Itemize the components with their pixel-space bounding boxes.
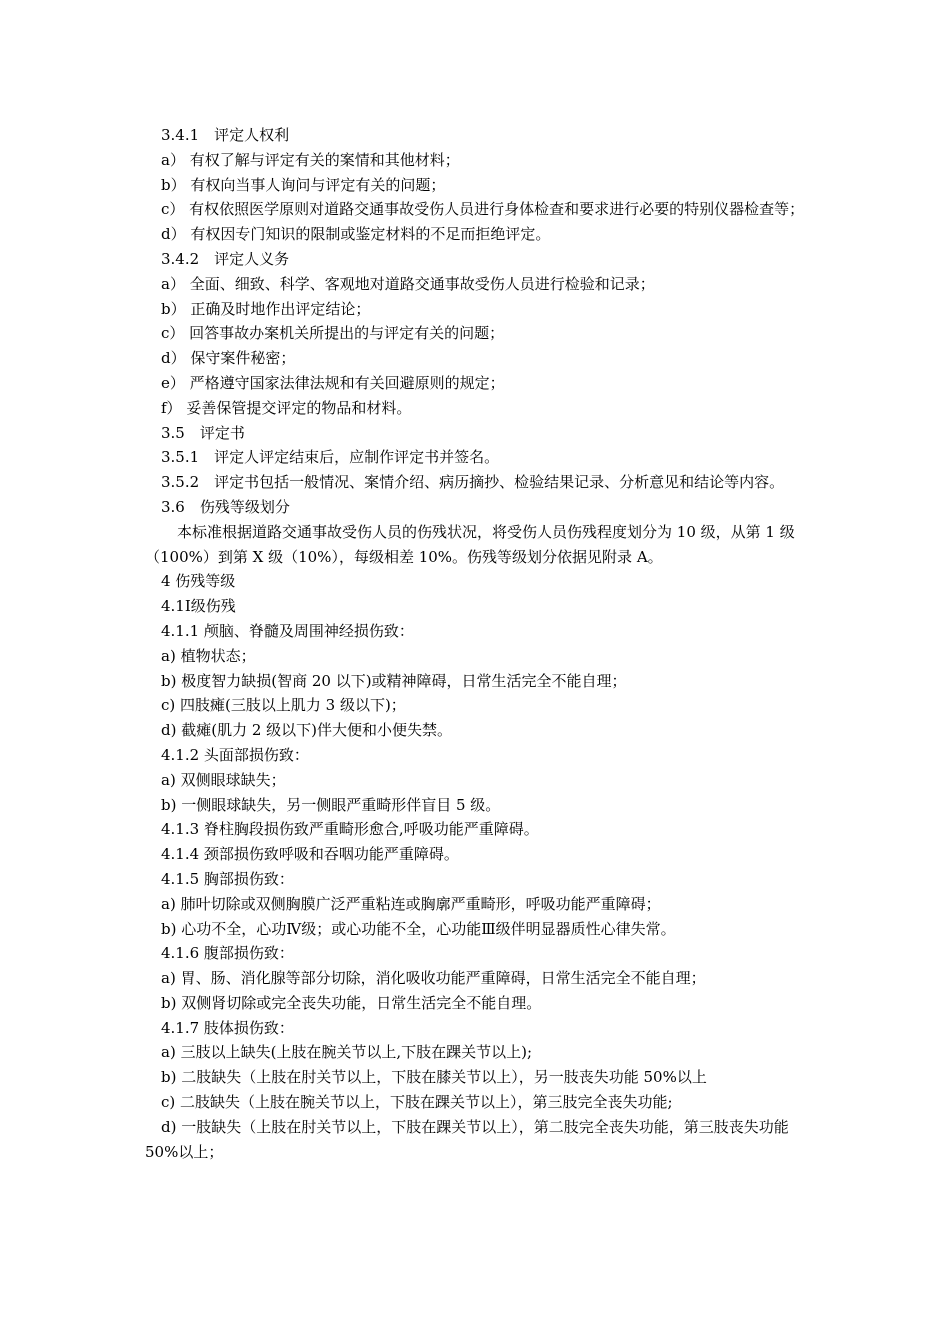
section-heading-3-5: 3.5 评定书 bbox=[161, 423, 245, 442]
section-heading-4: 4 伤残等级 bbox=[161, 572, 236, 591]
section-heading-4-1-7: 4.1.7 肢体损伤致： bbox=[161, 1018, 294, 1037]
list-item: b) 一侧眼球缺失，另一侧眼严重畸形伴盲目 5 级。 bbox=[161, 795, 501, 814]
section-heading-4-1-1: 4.1.1 颅脑、脊髓及周围神经损伤致： bbox=[161, 621, 414, 640]
list-item: b) 二肢缺失（上肢在肘关节以上，下肢在膝关节以上），另一肢丧失功能 50%以上 bbox=[161, 1068, 707, 1087]
list-item: d） 保守案件秘密； bbox=[161, 349, 296, 368]
list-item: c） 有权依照医学原则对道路交通事故受伤人员进行身体检查和要求进行必要的特别仪器检查等； bbox=[161, 200, 805, 219]
section-heading-4-1-5: 4.1.5 胸部损伤致： bbox=[161, 869, 294, 888]
list-item: b) 极度智力缺损(智商 20 以下)或精神障碍，日常生活完全不能自理； bbox=[161, 671, 627, 690]
list-item: b) 双侧肾切除或完全丧失功能，日常生活完全不能自理。 bbox=[161, 993, 542, 1012]
list-item: a) 肺叶切除或双侧胸膜广泛严重粘连或胸廓严重畸形，呼吸功能严重障碍； bbox=[161, 894, 661, 913]
list-item: e） 严格遵守国家法律法规和有关回避原则的规定； bbox=[161, 373, 505, 392]
list-item: a) 双侧眼球缺失； bbox=[161, 770, 286, 789]
list-item: b） 有权向当事人询问与评定有关的问题； bbox=[161, 175, 446, 194]
section-heading-4-1-4: 4.1.4 颈部损伤致呼吸和吞咽功能严重障碍。 bbox=[161, 845, 459, 864]
list-item: d) 截瘫(肌力 2 级以下)伴大便和小便失禁。 bbox=[161, 721, 453, 740]
list-item: a） 全面、细致、科学、客观地对道路交通事故受伤人员进行检验和记录； bbox=[161, 274, 655, 293]
list-item: b) 心功不全，心功Ⅳ级；或心功能不全，心功能Ⅲ级伴明显器质性心律失常。 bbox=[161, 919, 676, 938]
section-heading-4-1-6: 4.1.6 腹部损伤致： bbox=[161, 944, 294, 963]
paragraph: 3.5.2 评定书包括一般情况、案情介绍、病历摘抄、检验结果记录、分析意见和结论等内容。 bbox=[161, 473, 785, 492]
list-item: d） 有权因专门知识的限制或鉴定材料的不足而拒绝评定。 bbox=[161, 225, 551, 244]
section-heading-4-1: 4.1Ⅰ级伤残 bbox=[161, 597, 236, 616]
list-item: b） 正确及时地作出评定结论； bbox=[161, 299, 371, 318]
list-item: a) 三肢以上缺失(上肢在腕关节以上,下肢在踝关节以上); bbox=[161, 1043, 533, 1062]
section-heading-3-6: 3.6 伤残等级划分 bbox=[161, 497, 290, 516]
list-item: a) 植物状态； bbox=[161, 646, 256, 665]
list-item: c) 四肢瘫(三肢以上肌力 3 级以下)； bbox=[161, 696, 406, 715]
section-heading-3-4-1: 3.4.1 评定人权利 bbox=[161, 126, 290, 144]
list-item: c) 二肢缺失（上肢在腕关节以上，下肢在踝关节以上），第三肢完全丧失功能; bbox=[161, 1093, 673, 1112]
list-item: a) 胃、肠、消化腺等部分切除，消化吸收功能严重障碍，日常生活完全不能自理； bbox=[161, 969, 706, 988]
paragraph: 3.5.1 评定人评定结束后，应制作评定书并签名。 bbox=[161, 448, 500, 467]
list-item: c） 回答事故办案机关所提出的与评定有关的问题； bbox=[161, 324, 505, 343]
section-heading-4-1-3: 4.1.3 脊柱胸段损伤致严重畸形愈合,呼吸功能严重障碍。 bbox=[161, 820, 539, 839]
section-heading-4-1-2: 4.1.2 头面部损伤致： bbox=[161, 745, 309, 764]
document-body bbox=[145, 123, 810, 1164]
paragraph: 本标准根据道路交通事故受伤人员的伤残状况，将受伤人员伤残程度划分为 10 级，从第 1 级（100%）到第 X 级（10%），每级相差 10%。伤残等级划分依据见附录 A。 bbox=[145, 522, 795, 566]
list-item: f） 妥善保管提交评定的物品和材料。 bbox=[161, 398, 412, 417]
list-item: d) 一肢缺失（上肢在肘关节以上，下肢在踝关节以上），第二肢完全丧失功能，第三肢丧失功能 50%以上； bbox=[145, 1117, 789, 1161]
list-item: a） 有权了解与评定有关的案情和其他材料； bbox=[161, 150, 460, 169]
section-heading-3-4-2: 3.4.2 评定人义务 bbox=[161, 249, 290, 268]
